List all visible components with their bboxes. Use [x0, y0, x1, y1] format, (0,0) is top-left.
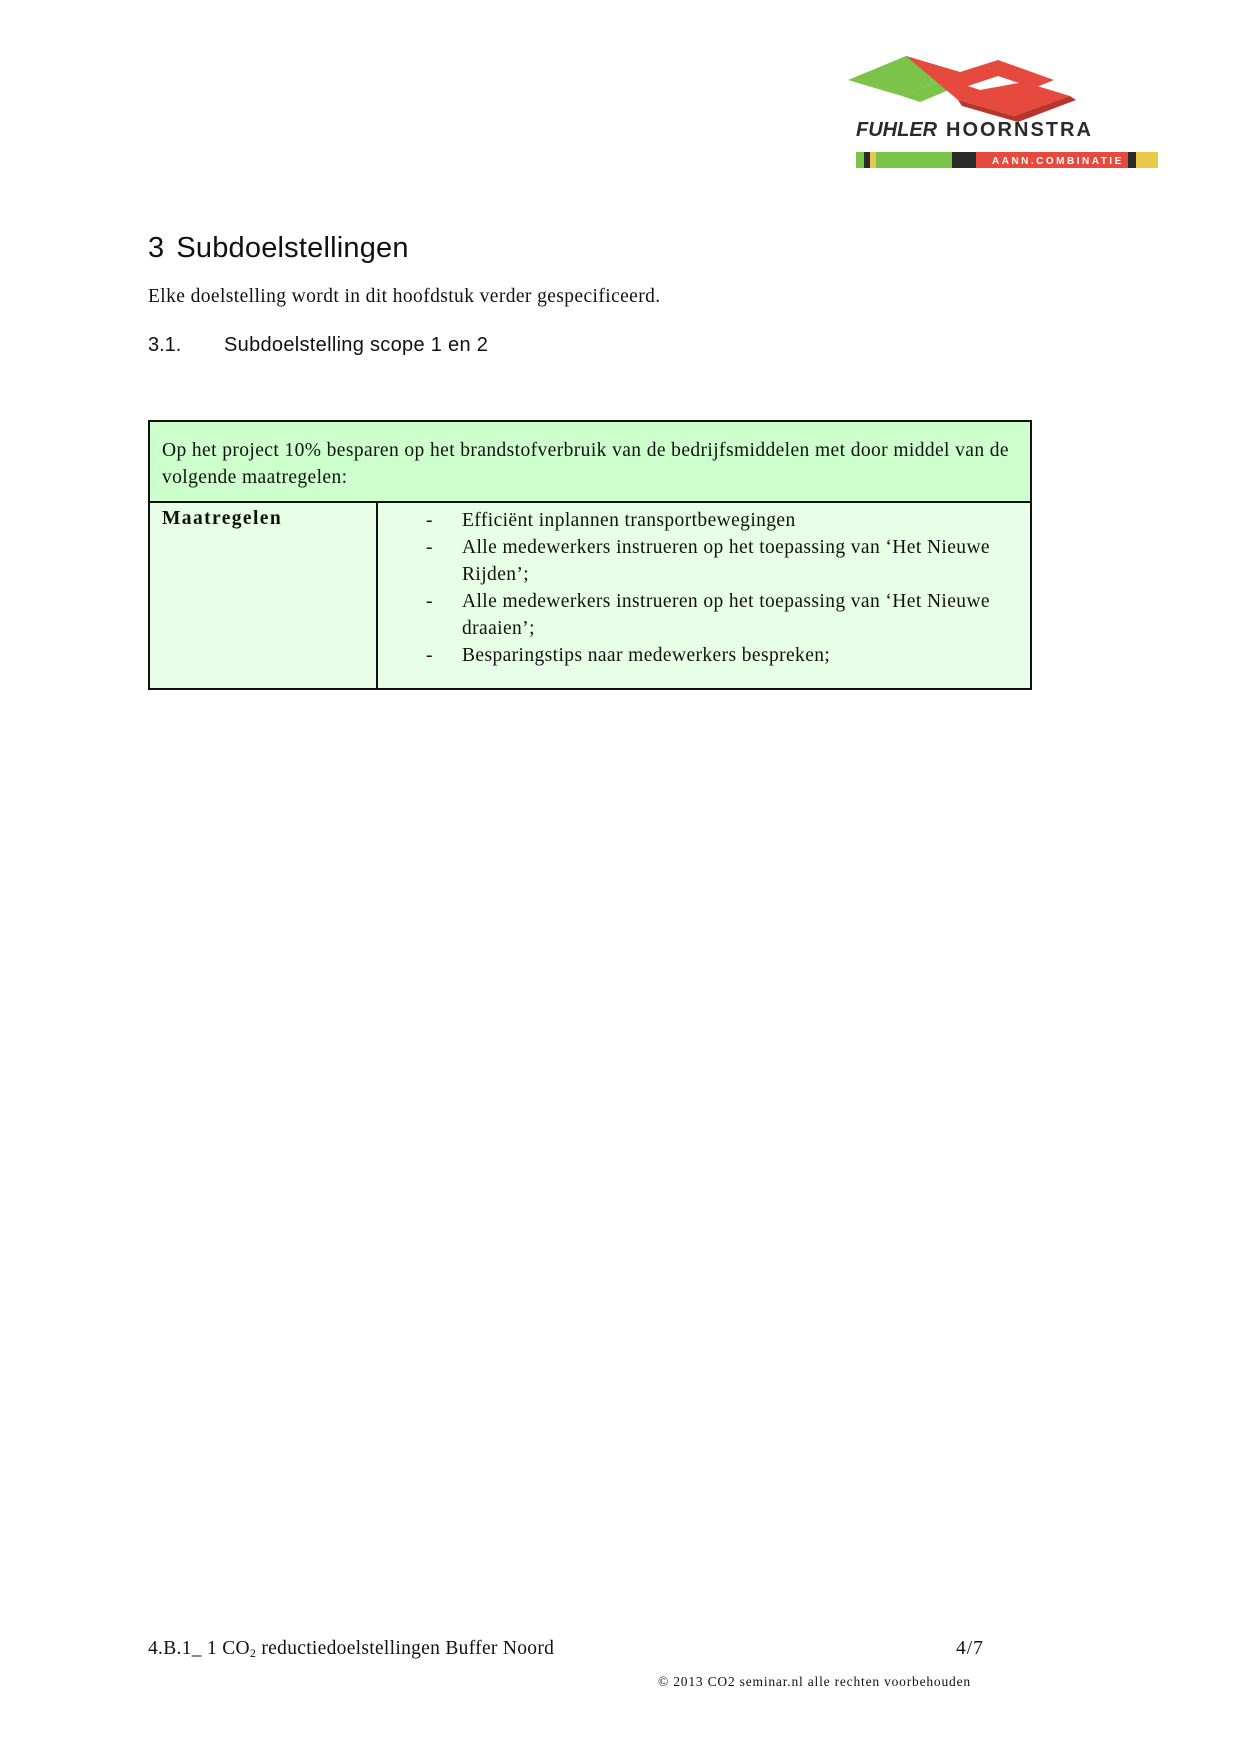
- measures-list: [390, 507, 1018, 669]
- page-number: 4/7: [956, 1638, 984, 1659]
- measure-text: Alle medewerkers instrueren op het toepassing van ‘Het Nieuwe draaien’;: [462, 591, 990, 639]
- list-item: [390, 534, 1018, 588]
- list-dash: -: [426, 591, 433, 612]
- logo-brand-right: HOORNSTRA: [946, 119, 1093, 141]
- goal-text: Op het project 10% besparen op het brandstofverbruik van de bedrijfsmiddelen met door middel van de volgende maatregelen:: [149, 421, 1031, 502]
- goal-row: [149, 421, 1031, 502]
- measures-row: [149, 502, 1031, 689]
- measure-text: Alle medewerkers instrueren op het toepassing van ‘Het Nieuwe Rijden’;: [462, 537, 990, 585]
- section-heading: [148, 232, 409, 265]
- logo-brand-left: FUHLER: [856, 119, 938, 141]
- list-item: [390, 642, 1018, 669]
- list-dash: -: [426, 537, 433, 558]
- goal-table: [148, 420, 1032, 690]
- list-item: [390, 507, 1018, 534]
- measure-text: Besparingstips naar medewerkers bespreken;: [462, 645, 831, 666]
- measure-text: Efficiënt inplannen transportbewegingen: [462, 510, 796, 531]
- copyright-notice: © 2013 CO2 seminar.nl alle rechten voorbehouden: [658, 1674, 971, 1689]
- section-title: Subdoelstellingen: [176, 232, 409, 264]
- logo-tagline: AANN.COMBINATIE: [992, 156, 1124, 167]
- footer-doc-subscript: 2: [249, 1646, 257, 1660]
- measures-cell: [377, 502, 1031, 689]
- subsection-heading: [148, 334, 488, 357]
- section-intro: Elke doelstelling wordt in dit hoofdstuk verder gespecificeerd.: [148, 286, 661, 307]
- footer-document-title: [148, 1638, 554, 1661]
- section-number: 3: [148, 232, 165, 264]
- company-logo: [848, 52, 1180, 176]
- footer-doc-suffix: reductiedoelstellingen Buffer Noord: [256, 1638, 555, 1659]
- subsection-number: 3.1.: [148, 334, 182, 356]
- list-item: [390, 588, 1018, 642]
- measures-label: Maatregelen: [149, 502, 377, 689]
- list-dash: -: [426, 510, 433, 531]
- subsection-title: Subdoelstelling scope 1 en 2: [224, 334, 489, 356]
- list-dash: -: [426, 645, 433, 666]
- footer-doc-prefix: 4.B.1_ 1 CO: [148, 1638, 250, 1659]
